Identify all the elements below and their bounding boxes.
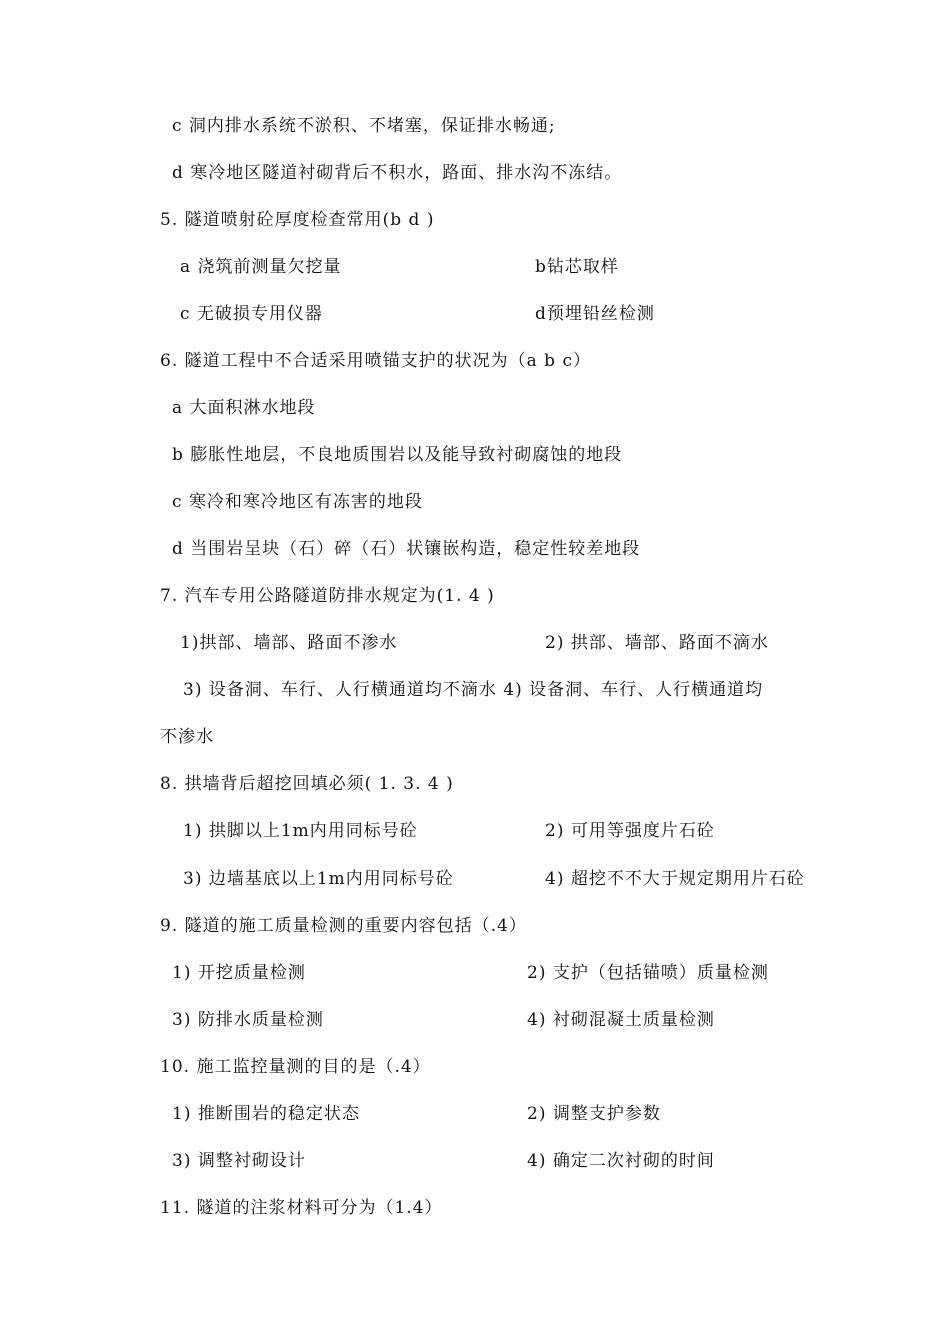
option-5a: a 浇筑前测量欠挖量 — [180, 257, 342, 277]
option-6b: b 膨胀性地层，不良地质围岩以及能导致衬砌腐蚀的地段 — [172, 445, 623, 465]
question-9: 9. 隧道的施工质量检测的重要内容包括（.4） — [160, 916, 527, 936]
option-10-3: 3) 调整衬砌设计 — [172, 1151, 306, 1171]
question-6: 6. 隧道工程中不合适采用喷锚支护的状况为（a b c） — [160, 351, 591, 371]
option-6d: d 当围岩呈块（石）碎（石）状镶嵌构造，稳定性较差地段 — [172, 539, 641, 559]
option-7-3-4: 3) 设备洞、车行、人行横通道均不滴水 4) 设备洞、车行、人行横通道均 — [183, 680, 764, 700]
option-10-4: 4) 确定二次衬砌的时间 — [527, 1151, 715, 1171]
question-7: 7. 汽车专用公路隧道防排水规定为(1. 4 ) — [160, 586, 495, 606]
option-8-2: 2) 可用等强度片石砼 — [545, 821, 715, 841]
option-9-2: 2) 支护（包括锚喷）质量检测 — [527, 963, 769, 983]
option-8-4: 4) 超挖不不大于规定期用片石砼 — [545, 869, 805, 889]
option-7-1: 1)拱部、墙部、路面不渗水 — [180, 633, 398, 653]
option-8-1: 1) 拱脚以上1m内用同标号砼 — [183, 821, 418, 841]
option-8-3: 3) 边墙基底以上1m内用同标号砼 — [183, 869, 454, 889]
option-7-4-continued: 不渗水 — [160, 727, 214, 747]
option-10-2: 2) 调整支护参数 — [527, 1104, 661, 1124]
question-10: 10. 施工监控量测的目的是（.4） — [160, 1057, 431, 1077]
question-8: 8. 拱墙背后超挖回填必须( 1. 3. 4 ) — [160, 774, 454, 794]
option-4d: d 寒冷地区隧道衬砌背后不积水，路面、排水沟不冻结。 — [172, 163, 623, 183]
question-5: 5. 隧道喷射砼厚度检查常用(b d ) — [160, 210, 435, 230]
option-6a: a 大面积淋水地段 — [172, 398, 316, 418]
option-10-1: 1) 推断围岩的稳定状态 — [172, 1104, 360, 1124]
option-5d: d预埋铅丝检测 — [535, 304, 655, 324]
option-9-1: 1) 开挖质量检测 — [172, 963, 306, 983]
option-5b: b钻芯取样 — [535, 257, 619, 277]
option-9-3: 3) 防排水质量检测 — [172, 1010, 324, 1030]
option-9-4: 4) 衬砌混凝土质量检测 — [527, 1010, 715, 1030]
option-4c: c 洞内排水系统不淤积、不堵塞，保证排水畅通; — [172, 116, 556, 136]
option-5c: c 无破损专用仪器 — [180, 304, 323, 324]
option-6c: c 寒冷和寒冷地区有冻害的地段 — [172, 492, 423, 512]
option-7-2: 2) 拱部、墙部、路面不滴水 — [545, 633, 769, 653]
question-11: 11. 隧道的注浆材料可分为（1.4） — [160, 1198, 443, 1218]
